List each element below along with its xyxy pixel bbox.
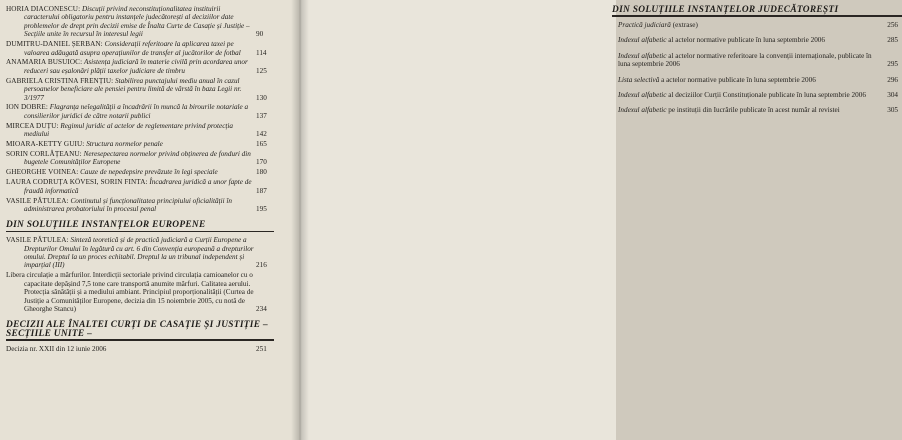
- section-heading-supreme-court: DECIZII ALE ÎNALTEI CURȚI DE CASAȚIE ȘI JUSTIȚIE – SECȚIILE UNITE –: [6, 320, 268, 339]
- toc-entry[interactable]: Decizia nr. XXII din 12 iunie 2006 251: [6, 344, 267, 353]
- toc-entry-author: MIRCEA DUȚU:: [6, 121, 59, 130]
- toc-entry-title: Flagranța neîegalității a încadrării în muncă la birourile notariale a consilierilor juridici de către notarii publici: [24, 103, 249, 120]
- toc-entry[interactable]: [612, 76, 902, 84]
- toc-entry-title: Asistența judiciară în materie civilă prin acordarea unor reduceri sau eșalonări plății taxelor judiciare de timbru: [24, 58, 248, 75]
- toc-entry-page: 305: [887, 106, 898, 115]
- toc-entry[interactable]: Libera circulație a mărfurilor. Interdicții sectoriale privind circulația camioanelor cu o capacitate depășind 7,5 tone care transportă anumite mărfuri. Calitatea aerului. Protecția sănătății și a mediului ambiant. Principiul proporționalității (Curtea de Justiție a Comunităților Europene, decizia din 15 noiembrie 2005, cu notă de Gheorghe Stancu) 234: [6, 271, 267, 313]
- toc-entry[interactable]: GHEORGHE VOINEA: Cauze de nepedepsire prevăzute în legi speciale 180: [6, 168, 267, 177]
- heading-rule: [6, 231, 274, 233]
- right-entries: [612, 21, 902, 115]
- toc-entry-title: Libera circulație a mărfurilor. Interdicții sectoriale privind circulația camioanelor cu o capacitate depășind 7,5 tone care transportă anumite mărfuri. Calitatea aerului. Protecția sănătății și a mediului ambiant. Principiul proporționalității (Curtea de Justiție a Comunităților Europene, decizia din 15 noiembrie 2005, cu notă de Gheorghe Stancu): [6, 271, 254, 313]
- toc-entry-author: ANAMARIA BUSUIOC:: [6, 58, 83, 67]
- section-heading-european-courts: DIN SOLUȚIILE INSTANȚELOR EUROPENE: [6, 220, 206, 231]
- toc-entry-author: SORIN CORLĂȚEANU:: [6, 150, 82, 158]
- toc-entry-author: ION DOBRE:: [6, 103, 48, 112]
- toc-entry[interactable]: LAURA CODRUȚA KÖVESI, SORIN FINTA: Încadrarea juridică a unor fapte de fraudă informatică 187: [6, 178, 267, 195]
- toc-entry-title: Indexul alfabetic: [618, 36, 667, 45]
- toc-entry[interactable]: [612, 91, 902, 99]
- heading-rule: [6, 339, 274, 341]
- right-table-of-contents: [612, 6, 902, 122]
- toc-entry-author: DUMITRU-DANIEL ȘERBAN:: [6, 40, 103, 49]
- toc-entry-title: Lista selectivă: [618, 75, 660, 84]
- toc-entry[interactable]: [612, 36, 902, 44]
- toc-entry-description: a actelor normative publicate în luna septembrie 2006: [659, 75, 816, 84]
- toc-entry-title: Sinteză teoretică și de practică judiciară a Curții Europene a Drepturilor Omului în legătură cu art. 6 din Convenția europeană a drepturilor omului. Dreptul la un proces echitabil. Dreptul la un tribunal independent și imparțial (III): [24, 236, 254, 270]
- toc-entry-page: 285: [887, 36, 898, 45]
- toc-entry-title: Indexul alfabetic: [618, 106, 667, 115]
- toc-entry-page: 296: [887, 75, 898, 84]
- toc-entry-description: al actelor normative publicate în luna septembrie 2006: [666, 36, 825, 45]
- toc-entry-title: Structura normelor penale: [86, 140, 163, 149]
- right-page: [300, 0, 898, 440]
- toc-entry-author: GABRIELA CRISTINA FRENȚIU:: [6, 76, 114, 85]
- toc-entry[interactable]: ION DOBRE: Flagranța neîegalității a încadrării în muncă la birourile notariale a consilierilor juridici de către notarii publici 137: [6, 103, 267, 120]
- toc-entry-title: Indexul alfabetic: [618, 51, 667, 60]
- toc-entry[interactable]: MIRCEA DUȚU: Regimul juridic al actelor de reglementare privind protecția mediului 142: [6, 121, 267, 139]
- toc-entry[interactable]: GABRIELA CRISTINA FRENȚIU: Stabilirea punctajului mediu anual în cazul persoanelor beneficiare ale pensiei pentru limită de vârstă în baza Legii nr. 3/1977 130: [6, 76, 267, 102]
- toc-entry[interactable]: [612, 106, 902, 114]
- toc-entry-title: Stabilirea punctajului mediu anual în cazul persoanelor beneficiare ale pensiei pentru limită de vârstă în baza Legii nr. 3/1977: [24, 76, 242, 102]
- toc-entry[interactable]: HORIA DIACONESCU: Discuții privind neconstituționalitatea instituirii caracterului obligatoriu pentru instanțele judecătorești al deciziilor date problemelor de drept prin decizii emise de Înalta Curte de Casație și Justiție – Secțiile unite în recursul în interesul legii 90: [6, 5, 264, 39]
- toc-entry-title: Regimul juridic al actelor de reglementare privind protecția mediului: [24, 121, 233, 139]
- toc-entry[interactable]: VASILE PĂTULEA: Continutul și funcționalitatea principiului oficialității în administrarea probatoriului în procesul penal 195: [6, 196, 267, 213]
- toc-entry-page: 304: [887, 90, 898, 99]
- toc-entry-title: Încadrarea juridică a unor fapte de fraudă informatică: [24, 178, 252, 195]
- toc-entry-description: al actelor normative referitoare la convenții internaționale, publicate în luna septembrie 2006: [618, 51, 872, 69]
- toc-entry-author: VASILE PĂTULEA:: [6, 196, 69, 205]
- left-page: [0, 0, 300, 440]
- section-heading-national-courts: DIN SOLUȚIILE INSTANȚELOR JUDECĂTOREȘTI: [612, 5, 839, 15]
- heading-rule: [612, 15, 902, 17]
- toc-entry[interactable]: ANAMARIA BUSUIOC: Asistența judiciară în materie civilă prin acordarea unor reduceri sau eșalonări plății taxelor judiciare de timbru 125: [6, 58, 267, 75]
- toc-entry[interactable]: [612, 21, 902, 29]
- toc-entry-page: 295: [887, 60, 898, 69]
- toc-entry[interactable]: MIOARA-KETTY GUIU: Structura normelor penale 165: [6, 140, 267, 149]
- toc-entry-page: 256: [887, 20, 898, 29]
- toc-entry-author: LAURA CODRUȚA KÖVESI, SORIN FINTA:: [6, 178, 148, 187]
- toc-entry-title: Cauze de nepedepsire prevăzute în legi speciale: [80, 168, 218, 177]
- toc-entry-description: al deciziilor Curții Constituționale publicate în luna septembrie 2006: [666, 90, 866, 99]
- toc-entry-author: HORIA DIACONESCU:: [6, 5, 81, 13]
- toc-entry[interactable]: VASILE PĂTULEA: Sinteză teoretică și de practică judiciară a Curții Europene a Drepturilor Omului în legătură cu art. 6 din Convenția europeană a drepturilor omului. Dreptul la un proces echitabil. Dreptul la un tribunal independent și imparțial (III) 216: [6, 236, 267, 270]
- toc-entry-author: VASILE PĂTULEA:: [6, 236, 69, 245]
- toc-entry-author: MIOARA-KETTY GUIU:: [6, 140, 85, 149]
- toc-entry-title: Practică judiciară: [618, 20, 671, 29]
- toc-entry-title: Decizia nr. XXII din 12 iunie 2006: [6, 344, 107, 353]
- toc-entry-title: Indexul alfabetic: [618, 90, 667, 99]
- toc-entry-description: pe instituții din Iucrările publicate în acest număr al revistei: [666, 106, 840, 115]
- toc-entry-title: Considerații referitoare la aplicarea taxei pe valoarea adăugată asupra operațiunilor de transfer al jucătorilor de fotbal: [24, 40, 241, 57]
- toc-entry[interactable]: [612, 52, 902, 69]
- left-table-of-contents: [6, 5, 274, 355]
- toc-entry-title: Continutul și funcționalitatea principiului oficialității în administrarea probatoriului în procesul penal: [24, 196, 232, 213]
- toc-entry-author: GHEORGHE VOINEA:: [6, 168, 79, 177]
- toc-entry[interactable]: DUMITRU-DANIEL ȘERBAN: Considerații referitoare la aplicarea taxei pe valoarea adăugată asupra operațiunilor de transfer al jucătorilor de fotbal 114: [6, 40, 267, 57]
- toc-entry-title: Discuții privind neconstituționalitatea instituirii caracterului obligatoriu pentru instanțele judecătorești al deciziilor date problemelor de drept prin decizii emise de Înalta Curte de Casație și Justiție – Secțiile unite în recursul în interesul legii: [24, 5, 250, 39]
- toc-entry-description: (extrase): [670, 20, 698, 29]
- toc-entry[interactable]: SORIN CORLĂȚEANU: Neresepectarea normelor privind obținerea de fonduri din bugetele Comunităților Europene 170: [6, 150, 267, 167]
- toc-entry-title: Neresepectarea normelor privind obținerea de fonduri din bugetele Comunităților Europene: [24, 150, 251, 167]
